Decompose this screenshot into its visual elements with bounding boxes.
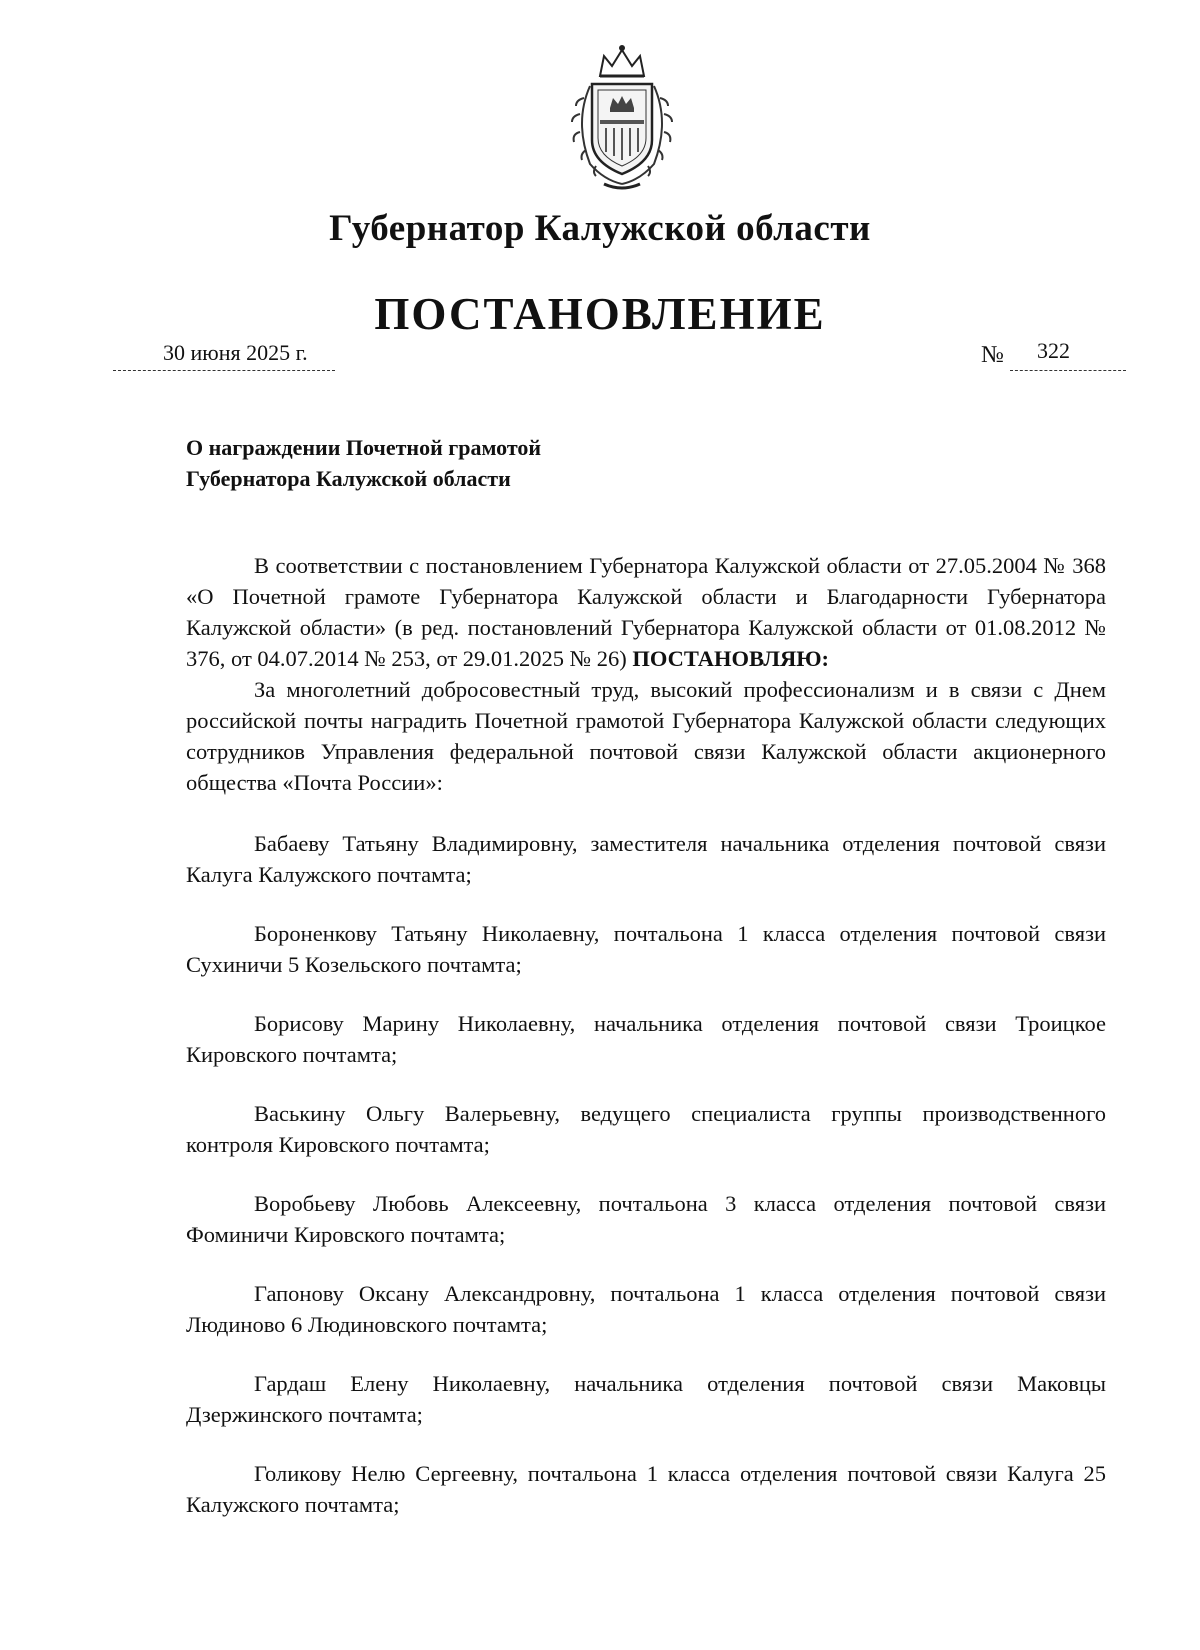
document-body bbox=[186, 550, 1106, 1520]
decree-word: ПОСТАНОВЛЯЮ: bbox=[632, 646, 830, 671]
document-date: 30 июня 2025 г. bbox=[163, 340, 308, 365]
coat-of-arms-icon bbox=[560, 42, 684, 192]
document-number: 322 bbox=[1037, 338, 1070, 363]
document-type-title: ПОСТАНОВЛЕНИЕ bbox=[374, 289, 826, 339]
awardee-item: Бороненкову Татьяну Николаевну, почтальона 1 класса отделения почтовой связи Сухиничи 5 Козельского почтамта; bbox=[186, 921, 1106, 977]
number-sign: № bbox=[981, 342, 1004, 368]
awardee-item: Бабаеву Татьяну Владимировну, заместителя начальника отделения почтовой связи Калуга Калужского почтамта; bbox=[186, 831, 1106, 887]
awardee-item: Гардаш Елену Николаевну, начальника отделения почтовой связи Маковцы Дзержинского почтамта; bbox=[186, 1371, 1106, 1427]
awardee-item: Голикову Нелю Сергеевну, почтальона 1 класса отделения почтовой связи Калуга 25 Калужского почтамта; bbox=[186, 1461, 1106, 1517]
awardee-item: Воробьеву Любовь Алексеевну, почтальона 3 класса отделения почтовой связи Фоминичи Кировского почтамта; bbox=[186, 1191, 1106, 1247]
awardee-item: Гапонову Оксану Александровну, почтальона 1 класса отделения почтовой связи Людиново 6 Людиновского почтамта; bbox=[186, 1281, 1106, 1337]
preamble-text: В соответствии с постановлением Губернатора Калужской области от 27.05.2004 № 368 «О Почетной грамоте Губернатора Калужской области и Благодарности Губернатора Калужской области» (в ред. постановлений Губернатора Калужской области от 01.08.2012 № 376, от 04.07.2014 № 253, от 29.01.2025 № 26) bbox=[186, 553, 1106, 671]
subject-line-1: О награждении Почетной грамотой bbox=[186, 435, 542, 460]
preamble-paragraph bbox=[186, 550, 1106, 674]
issuing-authority: Губернатор Калужской области bbox=[329, 208, 871, 249]
document-subject bbox=[186, 432, 541, 494]
awardee-item: Васькину Ольгу Валерьевну, ведущего специалиста группы производственного контроля Кировского почтамта; bbox=[186, 1101, 1106, 1157]
award-intro-paragraph: За многолетний добросовестный труд, высокий профессионализм и в связи с Днем российской почты наградить Почетной грамотой Губернатора Калужской области следующих сотрудников Управления федеральной почтовой связи Калужской области акционерного общества «Почта России»: bbox=[186, 677, 1106, 795]
awardee-item: Борисову Марину Николаевну, начальника отделения почтовой связи Троицкое Кировского почтамта; bbox=[186, 1011, 1106, 1067]
subject-line-2: Губернатора Калужской области bbox=[186, 466, 511, 491]
